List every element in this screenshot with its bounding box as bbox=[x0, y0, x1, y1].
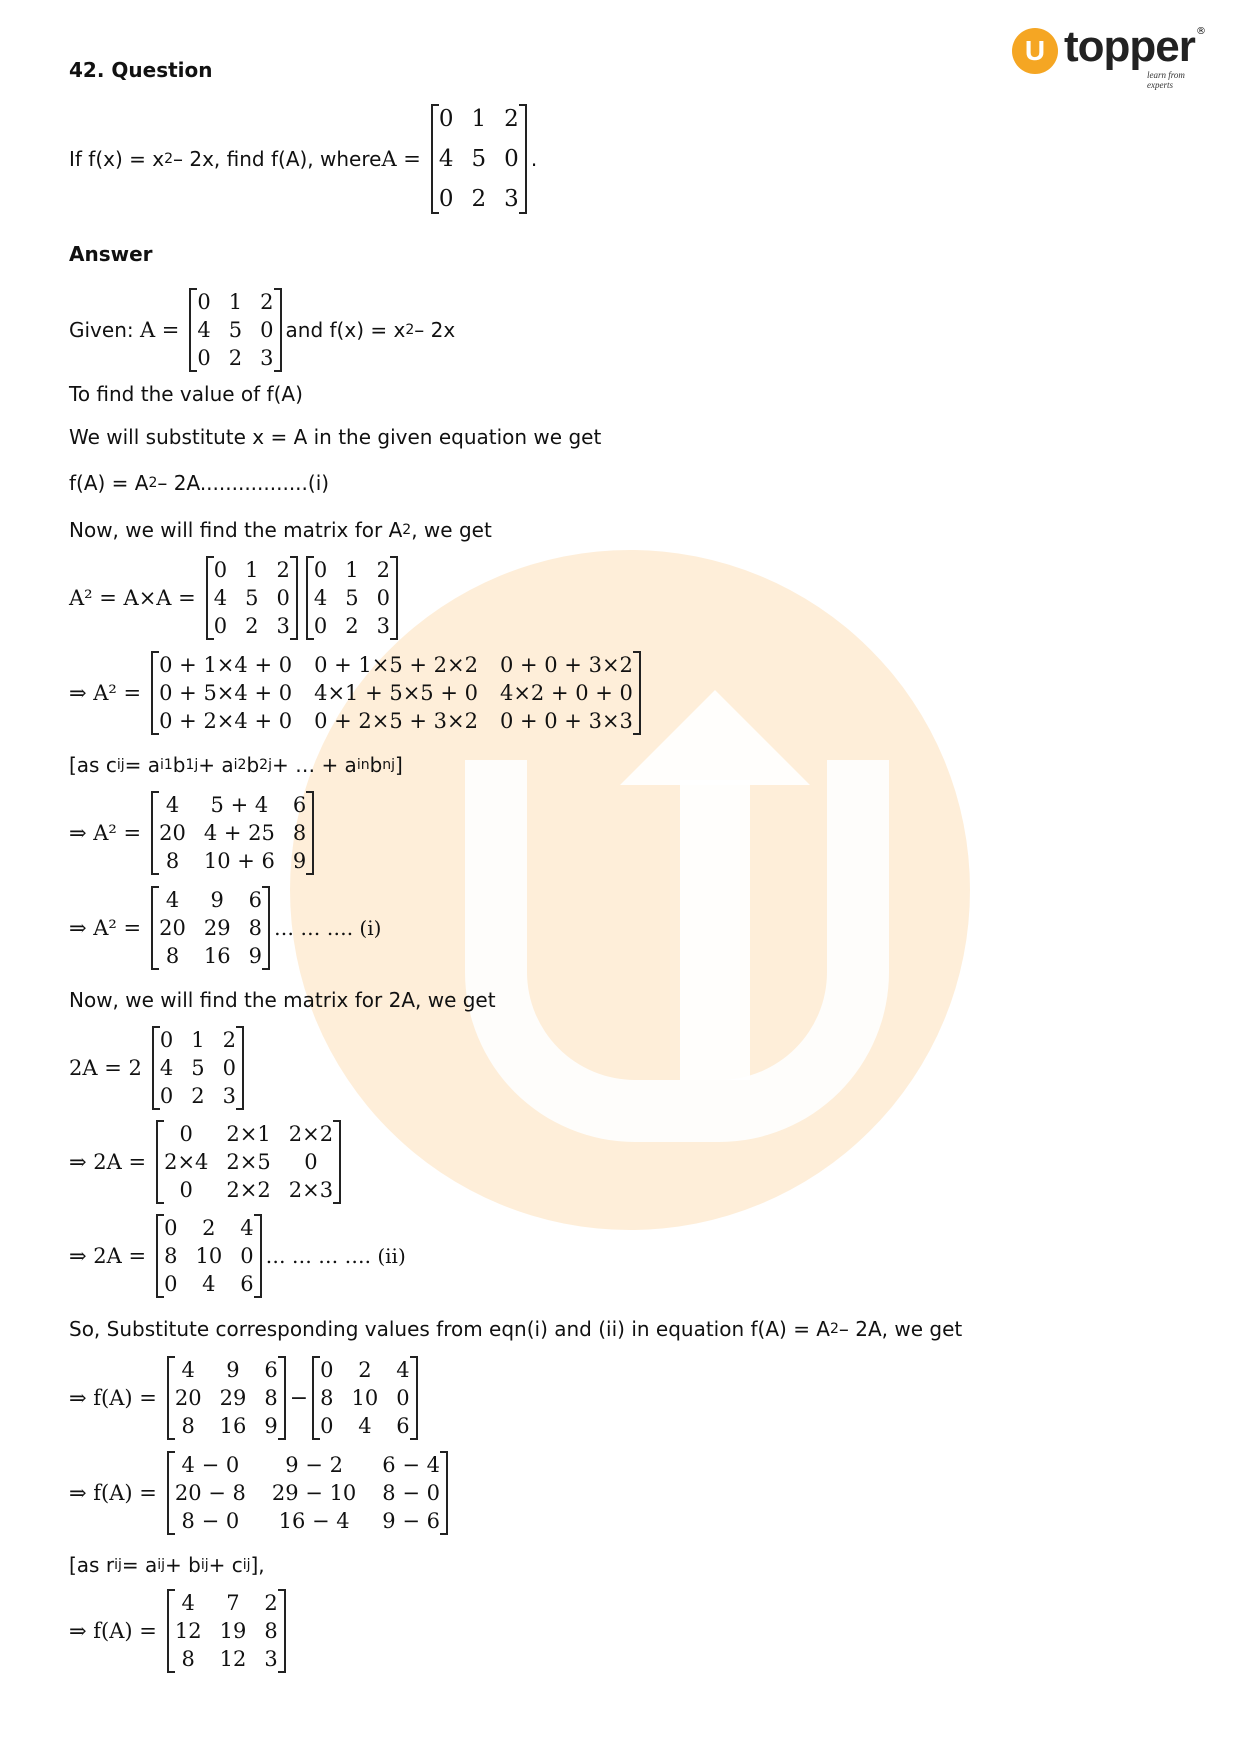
matrix-cell: 3 bbox=[376, 614, 390, 638]
matrix-cell: 5 bbox=[471, 146, 487, 172]
twoa-expanded-label: ⇒ 2A = bbox=[69, 1150, 147, 1174]
fa-result-label: ⇒ f(A) = bbox=[69, 1619, 157, 1643]
matrix-cell: 8 bbox=[181, 1647, 195, 1671]
matrix-cell: 0 bbox=[438, 106, 454, 132]
matrix-cell: 6 bbox=[264, 1358, 278, 1382]
matrix-cell: 4 + 25 bbox=[203, 821, 275, 845]
matrix-cell: 3 bbox=[260, 346, 274, 370]
matrix-cell: 0 bbox=[438, 186, 454, 212]
matrix-cell: 12 bbox=[174, 1619, 202, 1643]
rule-rij-c: + b bbox=[165, 1553, 201, 1577]
a2-expanded-line bbox=[69, 651, 645, 735]
matrix-cell: 2×4 bbox=[164, 1150, 209, 1174]
matrix-cell: 4 bbox=[197, 318, 211, 342]
find-a2-post: , we get bbox=[411, 518, 492, 542]
matrix-cell: 2 bbox=[191, 1084, 205, 1108]
matrix-cell: 16 bbox=[203, 944, 231, 968]
matrix-cell: 10 bbox=[195, 1244, 223, 1268]
given-matrix-label: A = bbox=[139, 318, 180, 342]
twoa-result-label: ⇒ 2A = bbox=[69, 1244, 147, 1268]
a2-expanded-label: ⇒ A² = bbox=[69, 681, 142, 705]
given-line: Given: A = 0 1 2 4 5 0 0 2 3 and f(x) = x 2 – 2x bbox=[69, 290, 456, 370]
fa-equation-line: f(A) = A 2 – 2A.................(i) bbox=[69, 471, 330, 495]
matrix-cell: 16 − 4 bbox=[278, 1509, 350, 1533]
matrix-cell: 0 bbox=[304, 1150, 318, 1174]
matrix-cell: 8 − 0 bbox=[181, 1509, 240, 1533]
matrix-cell: 2 bbox=[358, 1358, 372, 1382]
matrix-cell: 20 bbox=[159, 821, 186, 845]
rule-cij-b: = a bbox=[124, 753, 160, 777]
rule-cij-a: [as c bbox=[69, 753, 117, 777]
matrix-cell: 0 + 2×4 + 0 bbox=[159, 709, 293, 733]
matrix-cell: 9 bbox=[226, 1358, 240, 1382]
matrix-cell: 4 bbox=[159, 1056, 174, 1080]
matrix-cell: 2 bbox=[228, 346, 243, 370]
matrix-cell: 9 − 6 bbox=[382, 1509, 440, 1533]
matrix-cell: 4 bbox=[213, 586, 228, 610]
logo-u-icon: U bbox=[1012, 28, 1058, 74]
fa-result-line bbox=[69, 1589, 290, 1673]
matrix-cell: 5 bbox=[228, 318, 243, 342]
matrix-cell: 6 bbox=[240, 1272, 254, 1296]
rule-rij-e: ], bbox=[250, 1553, 265, 1577]
question-text-b: – 2x, find f(A), where bbox=[173, 147, 382, 171]
matrix-cell: 29 bbox=[219, 1386, 247, 1410]
matrix-fa-difference bbox=[167, 1451, 448, 1535]
matrix-cell: 0 bbox=[213, 558, 228, 582]
question-suffix: . bbox=[530, 147, 538, 171]
rule-cij-e: b bbox=[246, 753, 260, 777]
matrix-cell: 0 bbox=[240, 1244, 254, 1268]
matrix-a2-in-subtraction bbox=[167, 1356, 286, 1440]
matrix-cell: 2 bbox=[504, 106, 519, 132]
rule-cij-c: b bbox=[172, 753, 186, 777]
twoa-expanded-line bbox=[69, 1120, 345, 1204]
matrix-cell: 2 bbox=[202, 1216, 216, 1240]
matrix-cell: 0 + 1×5 + 2×2 bbox=[314, 653, 478, 677]
matrix-cell: 4 bbox=[358, 1414, 372, 1438]
rule-cij-line: [as c ij = a i1 b 1j + a i2 b 2j + … + a in b nj ] bbox=[69, 753, 403, 777]
matrix-2a-expanded bbox=[156, 1120, 341, 1204]
matrix-cell: 2×2 bbox=[288, 1122, 334, 1146]
matrix-cell: 0 + 5×4 + 0 bbox=[159, 681, 293, 705]
matrix-cell: 20 − 8 bbox=[174, 1481, 246, 1505]
to-find-line: To find the value of f(A) bbox=[69, 382, 303, 406]
equation-tag-i: … … …. (i) bbox=[273, 916, 382, 940]
matrix-a-question bbox=[431, 104, 527, 214]
fa-diff-line bbox=[69, 1451, 452, 1535]
matrix-cell: 4 bbox=[313, 586, 328, 610]
matrix-cell: 20 bbox=[159, 916, 186, 940]
matrix-cell: 5 bbox=[245, 586, 259, 610]
twoa-result-line bbox=[69, 1214, 406, 1298]
rule-rij-a: [as r bbox=[69, 1553, 115, 1577]
find-2a-line: Now, we will find the matrix for 2A, we get bbox=[69, 988, 496, 1012]
matrix-cell: 3 bbox=[222, 1084, 236, 1108]
matrix-cell: 4 bbox=[396, 1358, 410, 1382]
matrix-cell: 4 bbox=[240, 1216, 254, 1240]
matrix-cell: 6 bbox=[248, 888, 262, 912]
matrix-a-right bbox=[306, 556, 398, 640]
matrix-cell: 8 bbox=[165, 944, 180, 968]
matrix-cell: 5 bbox=[191, 1056, 205, 1080]
rule-rij-d: + c bbox=[208, 1553, 243, 1577]
matrix-cell: 4 − 0 bbox=[181, 1453, 240, 1477]
fa-subtract-label: ⇒ f(A) = bbox=[69, 1386, 157, 1410]
matrix-2a-in-subtraction bbox=[312, 1356, 417, 1440]
matrix-cell: 1 bbox=[191, 1028, 205, 1052]
matrix-cell: 0 bbox=[396, 1386, 410, 1410]
rule-rij-line: [as r ij = a ij + b ij + c ij ], bbox=[69, 1553, 265, 1577]
matrix-cell: 2 bbox=[376, 558, 390, 582]
matrix-cell: 2 bbox=[260, 290, 274, 314]
question-heading: 42. Question bbox=[69, 58, 213, 82]
matrix-cell: 0 + 1×4 + 0 bbox=[159, 653, 293, 677]
matrix-cell: 6 bbox=[396, 1414, 410, 1438]
question-text: If f(x) = x 2 – 2x, find f(A), where A = 0 1 2 4 5 0 0 2 3 . bbox=[69, 106, 538, 212]
matrix-cell: 0 bbox=[276, 586, 290, 610]
matrix-cell: 8 − 0 bbox=[382, 1481, 440, 1505]
matrix-cell: 29 bbox=[203, 916, 231, 940]
matrix-cell: 19 bbox=[219, 1619, 247, 1643]
given-prefix: Given: bbox=[69, 318, 134, 342]
matrix-cell: 2×3 bbox=[288, 1178, 334, 1202]
matrix-cell: 4 bbox=[181, 1591, 195, 1615]
rule-cij-h: ] bbox=[395, 753, 403, 777]
matrix-cell: 8 bbox=[320, 1386, 334, 1410]
fa-diff-label: ⇒ f(A) = bbox=[69, 1481, 157, 1505]
matrix-cell: 0 bbox=[197, 346, 211, 370]
matrix-cell: 3 bbox=[504, 186, 519, 212]
matrix-cell: 8 bbox=[165, 849, 180, 873]
matrix-cell: 6 bbox=[292, 793, 307, 817]
matrix-cell: 2 bbox=[276, 558, 290, 582]
equation-tag-ii: … … … …. (ii) bbox=[265, 1244, 406, 1268]
matrix-cell: 0 bbox=[164, 1272, 178, 1296]
matrix-cell: 10 bbox=[351, 1386, 379, 1410]
matrix-a-given bbox=[189, 288, 281, 372]
rule-cij-d: + a bbox=[198, 753, 234, 777]
twoa-label: 2A = 2 bbox=[69, 1056, 142, 1080]
registered-mark: ® bbox=[1196, 26, 1206, 37]
a2-partial-line bbox=[69, 791, 318, 875]
matrix-cell: 8 bbox=[264, 1619, 278, 1643]
twoa-line bbox=[69, 1026, 248, 1110]
given-mid: and f(x) = x bbox=[285, 318, 406, 342]
matrix-cell: 0 bbox=[260, 318, 274, 342]
matrix-cell: 0 bbox=[164, 1216, 178, 1240]
matrix-cell: 16 bbox=[219, 1414, 247, 1438]
matrix-cell: 8 bbox=[248, 916, 262, 940]
a2-result-line bbox=[69, 886, 381, 970]
matrix-cell: 5 + 4 bbox=[210, 793, 269, 817]
matrix-a-times-two bbox=[152, 1026, 244, 1110]
find-a2-line: Now, we will find the matrix for A 2 , we get bbox=[69, 518, 492, 542]
matrix-cell: 0 bbox=[222, 1056, 236, 1080]
matrix-a2-result bbox=[151, 886, 270, 970]
matrix-cell: 8 bbox=[181, 1414, 195, 1438]
matrix-cell: 8 bbox=[164, 1244, 178, 1268]
matrix-cell: 4×2 + 0 + 0 bbox=[499, 681, 633, 705]
a2-product-line bbox=[69, 556, 402, 640]
matrix-cell: 9 − 2 bbox=[285, 1453, 343, 1477]
matrix-cell: 10 + 6 bbox=[203, 849, 275, 873]
matrix-cell: 2×5 bbox=[226, 1150, 271, 1174]
matrix-cell: 9 bbox=[210, 888, 224, 912]
matrix-cell: 2 bbox=[245, 614, 259, 638]
matrix-a2-expanded bbox=[151, 651, 641, 735]
matrix-cell: 0 bbox=[504, 146, 519, 172]
given-tail: – 2x bbox=[414, 318, 456, 342]
matrix-cell: 8 bbox=[292, 821, 307, 845]
matrix-cell: 2×1 bbox=[226, 1122, 271, 1146]
a2-partial-label: ⇒ A² = bbox=[69, 821, 142, 845]
matrix-fa-result bbox=[167, 1589, 286, 1673]
matrix-cell: 20 bbox=[174, 1386, 202, 1410]
matrix-cell: 0 bbox=[376, 586, 390, 610]
rule-rij-b: = a bbox=[121, 1553, 158, 1577]
matrix-cell: 9 bbox=[292, 849, 307, 873]
matrix-cell: 9 bbox=[248, 944, 262, 968]
logo-wordmark: topper bbox=[1064, 22, 1195, 71]
matrix-cell: 0 bbox=[313, 558, 328, 582]
question-text-a: If f(x) = x bbox=[69, 147, 165, 171]
matrix-cell: 2×2 bbox=[226, 1178, 271, 1202]
substitute-values-pre: So, Substitute corresponding values from eqn(i) and (ii) in equation f(A) = A bbox=[69, 1317, 830, 1341]
find-a2-pre: Now, we will find the matrix for A bbox=[69, 518, 403, 542]
rule-cij-f: + … + a bbox=[271, 753, 357, 777]
matrix-cell: 0 + 0 + 3×2 bbox=[499, 653, 633, 677]
matrix-cell: 0 bbox=[320, 1358, 334, 1382]
matrix-cell: 1 bbox=[345, 558, 359, 582]
matrix-cell: 8 bbox=[264, 1386, 278, 1410]
matrix-cell: 4 bbox=[165, 793, 180, 817]
matrix-cell: 9 bbox=[264, 1414, 278, 1438]
matrix-cell: 0 + 0 + 3×3 bbox=[499, 709, 633, 733]
matrix-cell: 3 bbox=[264, 1647, 278, 1671]
matrix-cell: 4 bbox=[181, 1358, 195, 1382]
matrix-cell: 0 bbox=[179, 1122, 193, 1146]
matrix-cell: 0 bbox=[197, 290, 211, 314]
logo-tagline: learn from experts bbox=[1147, 70, 1185, 90]
matrix-cell: 5 bbox=[345, 586, 359, 610]
question-matrix-label: A = bbox=[381, 147, 421, 171]
substitute-values-post: – 2A, we get bbox=[838, 1317, 963, 1341]
substitute-line: We will substitute x = A in the given equation we get bbox=[69, 425, 602, 449]
a2-result-label: ⇒ A² = bbox=[69, 916, 142, 940]
matrix-cell: 0 bbox=[159, 1028, 174, 1052]
matrix-cell: 29 − 10 bbox=[271, 1481, 357, 1505]
matrix-cell: 6 − 4 bbox=[382, 1453, 440, 1477]
matrix-cell: 12 bbox=[219, 1647, 247, 1671]
matrix-cell: 3 bbox=[276, 614, 290, 638]
matrix-cell: 2 bbox=[222, 1028, 236, 1052]
matrix-cell: 4×1 + 5×5 + 0 bbox=[314, 681, 478, 705]
matrix-cell: 4 bbox=[202, 1272, 216, 1296]
substitute-values-line: So, Substitute corresponding values from eqn(i) and (ii) in equation f(A) = A 2 – 2A, we get bbox=[69, 1317, 963, 1341]
matrix-cell: 1 bbox=[245, 558, 259, 582]
matrix-cell: 1 bbox=[228, 290, 243, 314]
matrix-cell: 4 bbox=[165, 888, 180, 912]
matrix-cell: 0 bbox=[320, 1414, 334, 1438]
matrix-cell: 2 bbox=[471, 186, 487, 212]
fa-eq-post: – 2A.................(i) bbox=[157, 471, 330, 495]
fa-eq-pre: f(A) = A bbox=[69, 471, 149, 495]
a2-label: A² = A×A = bbox=[69, 586, 196, 610]
minus-sign: − bbox=[289, 1385, 309, 1411]
matrix-a-left bbox=[206, 556, 298, 640]
matrix-cell: 0 bbox=[179, 1178, 193, 1202]
matrix-cell: 4 bbox=[438, 146, 454, 172]
fa-subtract-line bbox=[69, 1356, 422, 1440]
matrix-cell: 0 bbox=[213, 614, 228, 638]
matrix-cell: 0 bbox=[159, 1084, 174, 1108]
matrix-2a-result bbox=[156, 1214, 261, 1298]
rule-cij-g: b bbox=[369, 753, 383, 777]
matrix-a2-partial bbox=[151, 791, 314, 875]
matrix-cell: 0 + 2×5 + 3×2 bbox=[314, 709, 478, 733]
matrix-cell: 2 bbox=[345, 614, 359, 638]
matrix-cell: 7 bbox=[226, 1591, 240, 1615]
matrix-cell: 2 bbox=[264, 1591, 278, 1615]
answer-heading: Answer bbox=[69, 242, 153, 266]
matrix-cell: 1 bbox=[471, 106, 487, 132]
matrix-cell: 0 bbox=[313, 614, 328, 638]
